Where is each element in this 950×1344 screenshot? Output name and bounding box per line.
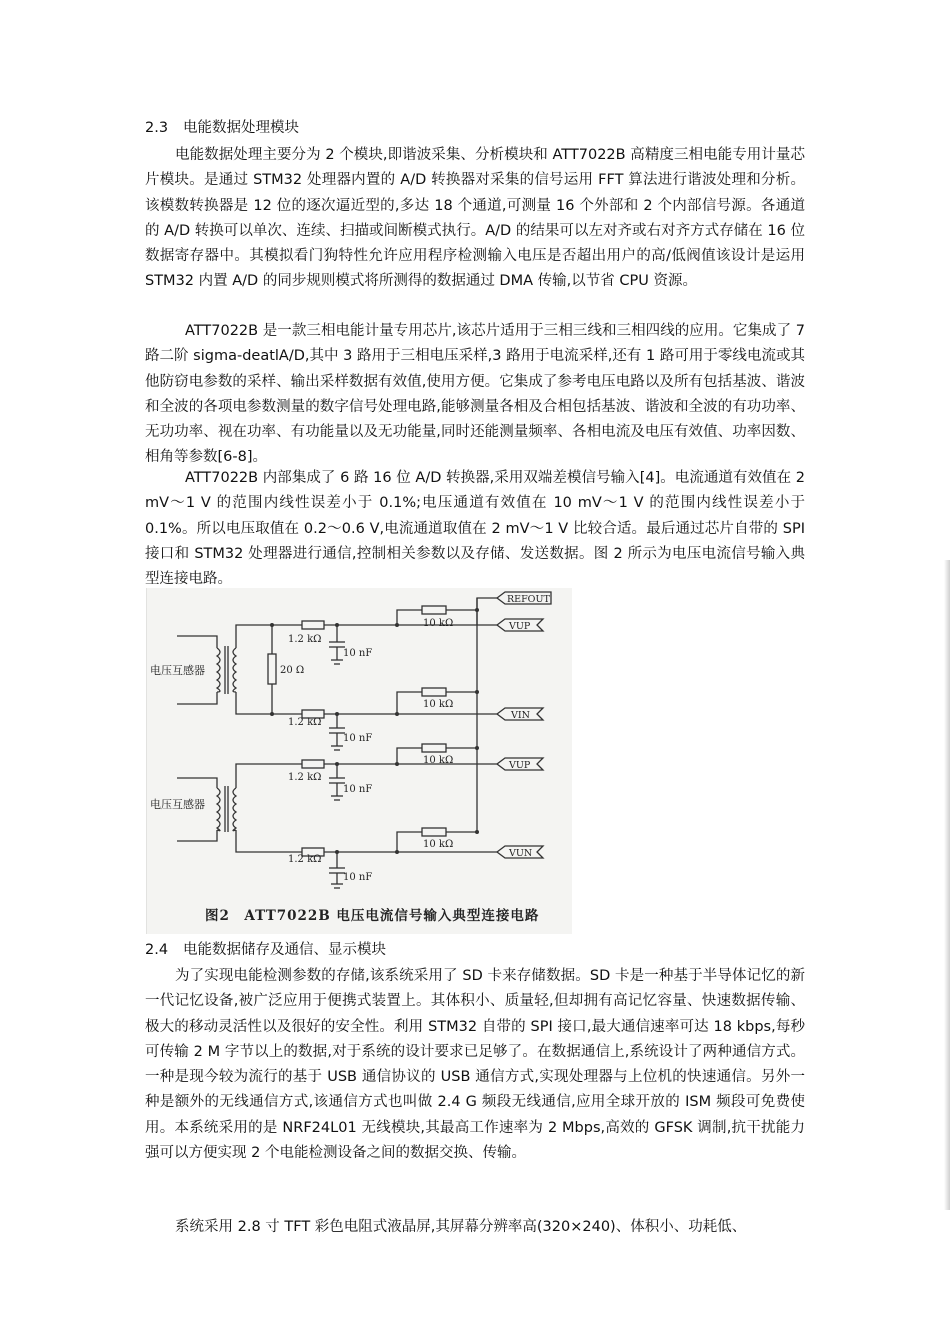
cap-label-2: 10 nF [343,733,373,744]
feedback-resistor-label-3: 10 kΩ [423,755,454,766]
section-number: 2.3 [145,120,169,136]
series-resistor-label-2: 1.2 kΩ [288,717,322,728]
page-edge-shadow [944,560,950,1210]
pin-vun: VUN [509,848,533,859]
paragraph-2-3-2: ATT7022B 是一款三相电能计量专用芯片,该芯片适用于三相三线和三相四线的应用。它集成了 7 路二阶 sigma-deatlA/D,其中 3 路用于三相电压采样,3 路用于电流采样,还有 1 路可用于零线电流或其他防窃电参数的采样、输出采样数据有效值,使用方便。它集成了参考电压电路以及所有包括基波、谐波和全波的各项电参数测量的数字信号处理电路,能够测量各相及合相包括基波、谐波和全波的有功功率、无功功率、视在功率、有功能量以及无功能量,同时还能测量频率、各相电流及电压有效值、功率因数、相角等参数[6-8]。 [145,323,805,466]
pin-vin: VIN [511,710,530,721]
pin-refout: REFOUT [507,594,550,605]
feedback-resistor-label-4: 10 kΩ [423,839,454,850]
series-resistor-label-3: 1.2 kΩ [288,772,322,783]
paragraph-2-3-1: 电能数据处理主要分为 2 个模块,即谐波采集、分析模块和 ATT7022B 高精度三相电能专用计量芯片模块。是通过 STM32 处理器内置的 A/D 转换器对采集的信号运用 FFT 算法进行谐波处理和分析。该模数转换器是 12 位的逐次逼近型的,多达 18 个通道,可测量 16 个外部和 2 个内部信号源。各通道的 A/D 转换可以单次、连续、扫描或间断模式执行。A/D 的结果可以左对齐或右对齐方式存储在 16 位数据寄存器中。其模拟看门狗特性允许应用程序检测输入电压是否超出用户的高/低阀值该设计是运用 STM32 内置 A/D 的同步规则模式将所测得的数据通过 DMA 传输,以节省 CPU 资源。 [145,147,805,290]
pin-vup-1: VUP [509,621,531,632]
section-2-4-heading [145,937,386,963]
pin-vup-2: VUP [509,760,531,771]
cap-label-3: 10 nF [343,784,373,795]
cap-label-1: 10 nF [343,648,373,659]
burden-resistor-label: 20 Ω [280,665,305,676]
circuit-figure [146,588,572,934]
transformer-1-label: 电压互感器 [150,664,205,677]
feedback-resistor-label-1: 10 kΩ [423,618,454,629]
series-resistor-label-4: 1.2 kΩ [288,854,322,865]
feedback-resistor-label-2: 10 kΩ [423,699,454,710]
section-title: 电能数据储存及通信、显示模块 [183,942,386,958]
circuit-diagram [147,588,572,934]
figure-caption: 图2 ATT7022B 电压电流信号输入典型连接电路 [205,908,540,924]
series-resistor-label-1: 1.2 kΩ [288,634,322,645]
cap-label-4: 10 nF [343,872,373,883]
section-2-3-heading [145,115,299,141]
transformer-2-label: 电压互感器 [150,798,205,811]
paragraph-2-4-2: 系统采用 2.8 寸 TFT 彩色电阻式液晶屏,其屏幕分辨率高(320×240)、体积小、功耗低、 [175,1219,747,1235]
paragraph-2-3-3: ATT7022B 内部集成了 6 路 16 位 A/D 转换器,采用双端差模信号输入[4]。电流通道有效值在 2 mV～1 V 的范围内线性误差小于 0.1%;电压通道有效值在 10 mV～1 V 的范围内线性误差小于 0.1%。所以电压取值在 0.2～0.6 V,电流通道取值在 2 mV～1 V 比较合适。最后通过芯片自带的 SPI 接口和 STM32 处理器进行通信,控制相关参数以及存储、发送数据。图 2 所示为电压电流信号输入典型连接电路。 [145,470,805,588]
section-number: 2.4 [145,942,169,958]
section-title: 电能数据处理模块 [183,120,299,136]
paragraph-2-4-1: 为了实现电能检测参数的存储,该系统采用了 SD 卡来存储数据。SD 卡是一种基于半导体记忆的新一代记忆设备,被广泛应用于便携式装置上。其体积小、质量轻,但却拥有高记忆容量、快速数据传输、极大的移动灵活性以及很好的安全性。利用 STM32 自带的 SPI 接口,最大通信速率可达 18 kbps,每秒可传输 2 M 字节以上的数据,对于系统的设计要求已足够了。在数据通信上,系统设计了两种通信方式。一种是现今较为流行的基于 USB 通信协议的 USB 通信方式,实现处理器与上位机的快速通信。另外一种是额外的无线通信方式,该通信方式也叫做 2.4 G 频段无线通信,应用全球开放的 ISM 频段可免费使用。本系统采用的是 NRF24L01 无线模块,其最高工作速率为 2 Mbps,高效的 GFSK 调制,抗干扰能力强可以方便实现 2 个电能检测设备之间的数据交换、传输。 [145,968,805,1162]
